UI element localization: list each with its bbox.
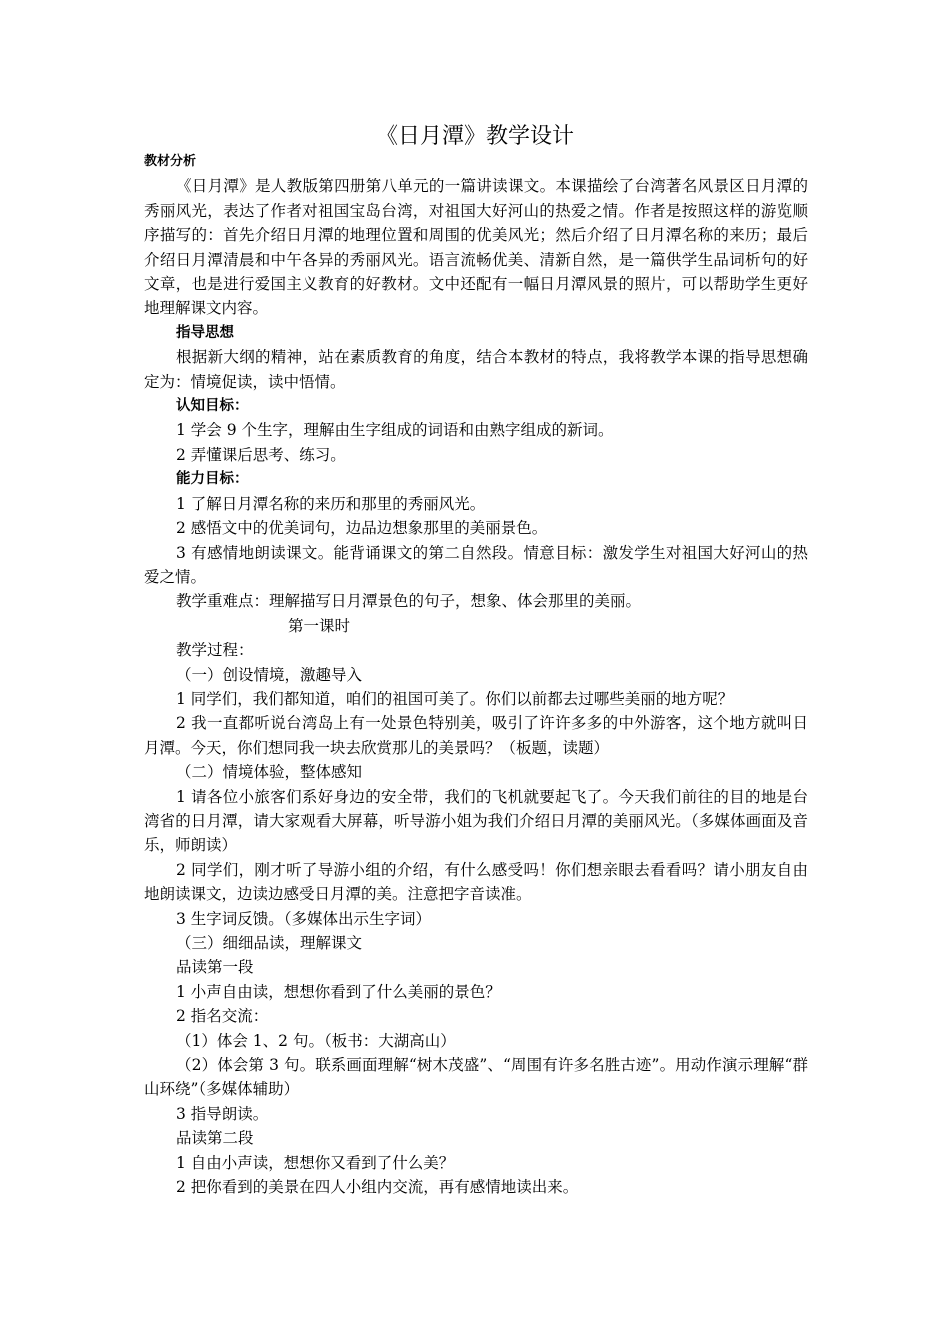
step-2-item-3: 3 生字词反馈。（多媒体出示生字词）	[176, 909, 432, 928]
step-1-item-1: 1 同学们，我们都知道，咱们的祖国可美了。你们以前都去过哪些美丽的地方呢？	[176, 689, 734, 708]
document-title: 《日月潭》教学设计	[375, 124, 574, 149]
step-heading-3: （三）细细品读，理解课文	[176, 934, 363, 952]
read-1-item-2: 2 指名交流：	[176, 1007, 269, 1026]
read-para-2-heading: 品读第二段	[176, 1129, 254, 1148]
section-heading-cognitive: 认知目标：	[176, 398, 249, 415]
process-heading: 教学过程：	[176, 641, 254, 660]
section-heading-material: 教材分析	[144, 154, 197, 169]
step-2-item-2: 2 同学们，刚才听了导游小组的介绍，有什么感受吗！你们想亲眼去看看吗？请小朋友自由地朗读课文，边读边感受日月潭的美。注意把字音读准。	[144, 860, 808, 904]
paragraph-guiding: 根据新大纲的精神，站在素质教育的角度，结合本教材的特点，我将教学本课的指导思想确定为：情境促读，读中悟情。	[144, 348, 808, 391]
lesson-label: 第一课时	[288, 616, 351, 635]
step-1-item-2: 2 我一直都听说台湾岛上有一处景色特别美，吸引了许许多多的中外游客，这个地方就叫日月潭。今天，你们想同我一块去欣赏那儿的美景吗？（板题，读题）	[144, 714, 808, 757]
step-heading-2: （二）情境体验，整体感知	[176, 763, 363, 782]
document-body	[144, 150, 808, 1199]
step-2-item-1: 1 请各位小旅客们系好身边的安全带，我们的飞机就要起飞了。今天我们前往的目的地是台湾省的日月潭，请大家观看大屏幕，听导游小姐为我们介绍日月潭的美丽风光。（多媒体画面及音乐，师朗读）	[144, 787, 808, 855]
section-heading-guiding: 指导思想	[176, 324, 234, 341]
read-1-item-2b: （2）体会第 3 句。联系画面理解“树木茂盛”、“周围有许多名胜古迹”。用动作演示理解“群山环绕”（多媒体辅助）	[144, 1056, 808, 1099]
key-points: 教学重难点：理解描写日月潭景色的句子，想象、体会那里的美丽。	[176, 592, 642, 611]
ability-goal-3: 3 有感情地朗读课文。能背诵课文的第二自然段。情意目标：激发学生对祖国大好河山的热爱之情。	[144, 543, 808, 586]
section-heading-ability: 能力目标：	[176, 471, 249, 488]
read-1-item-1: 1 小声自由读，想想你看到了什么美丽的景色？	[176, 982, 501, 1001]
read-1-item-2a: （1）体会 1、2 句。（板书：大湖高山）	[176, 1031, 456, 1050]
read-para-1-heading: 品读第一段	[176, 958, 254, 977]
ability-goal-1: 1 了解日月潭名称的来历和那里的秀丽风光。	[176, 494, 486, 513]
read-2-item-2: 2 把你看到的美景在四人小组内交流，再有感情地读出来。	[176, 1178, 579, 1197]
paragraph-material: 《日月潭》是人教版第四册第八单元的一篇讲读课文。本课描绘了台湾著名风景区日月潭的秀丽风光，表达了作者对祖国宝岛台湾，对祖国大好河山的热爱之情。作者是按照这样的游览顺序描写的：首先介绍日月潭的地理位置和周围的优美风光；然后介绍了日月潭名称的来历；最后介绍日月潭清晨和中午各异的秀丽风光。语言流畅优美、清新自然，是一篇供学生品词析句的好文章，也是进行爱国主义教育的好教材。文中还配有一幅日月潭风景的照片，可以帮助学生更好地理解课文内容。	[144, 177, 808, 318]
read-1-item-3: 3 指导朗读。	[176, 1104, 269, 1123]
cognitive-goal-1: 1 学会 9 个生字，理解由生字组成的词语和由熟字组成的新词。	[176, 421, 614, 440]
cognitive-goal-2: 2 弄懂课后思考、练习。	[176, 445, 346, 464]
step-heading-1: （一）创设情境，激趣导入	[176, 665, 363, 684]
ability-goal-2: 2 感悟文中的优美词句，边品边想象那里的美丽景色。	[176, 519, 548, 538]
read-2-item-1: 1 自由小声读，想想你又看到了什么美？	[176, 1153, 455, 1172]
